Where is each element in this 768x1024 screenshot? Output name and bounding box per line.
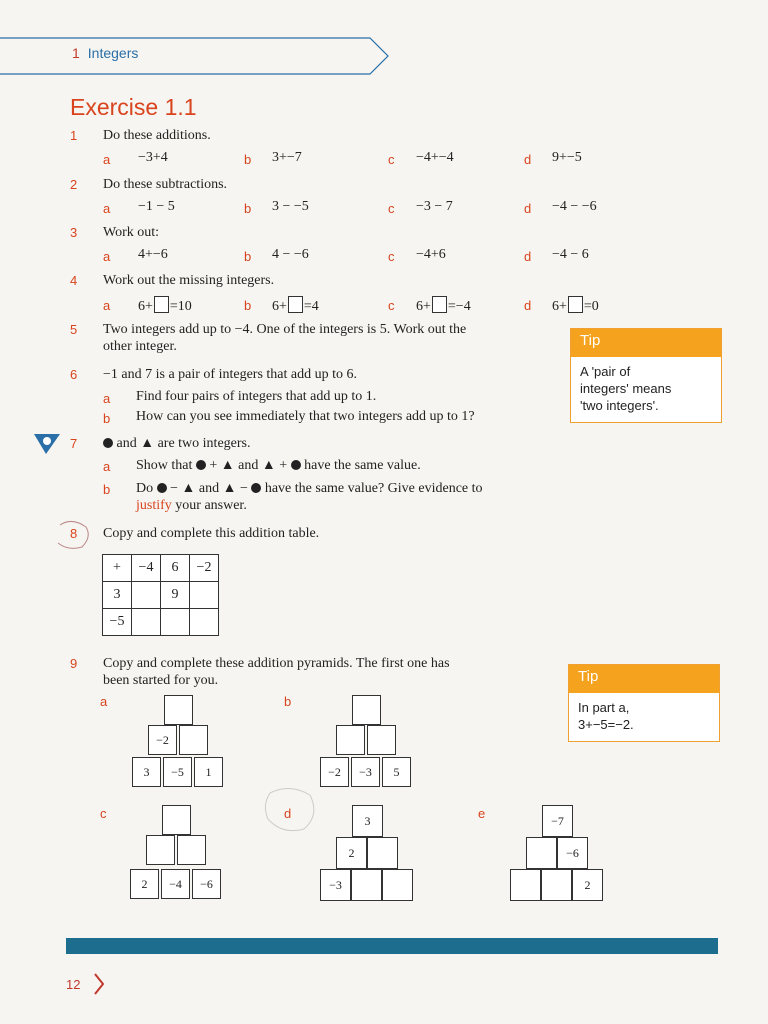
- part-label: a: [103, 298, 111, 313]
- question-number: 2: [70, 177, 78, 192]
- table-cell: −5: [103, 609, 132, 636]
- part-label: a: [103, 201, 111, 216]
- equation-prefix: 6+: [552, 299, 567, 314]
- chevron-right-icon: [92, 972, 106, 996]
- part-equation: [416, 296, 471, 315]
- footer-bar: [66, 938, 718, 954]
- tip-line: integers' means: [580, 381, 672, 396]
- key-word-justify: justify: [136, 498, 172, 513]
- part-equation: [552, 296, 599, 315]
- chapter-header: [0, 36, 400, 76]
- part-label: c: [388, 298, 395, 313]
- text-fragment: Show that: [136, 458, 193, 473]
- part-label: d: [524, 152, 532, 167]
- tip-body: [569, 693, 719, 741]
- part-expression: −3 − 7: [416, 199, 453, 214]
- question-number: 4: [70, 273, 78, 288]
- part-expression: 3 − −5: [272, 199, 309, 214]
- part-label: b: [244, 201, 252, 216]
- part-label: b: [103, 411, 111, 426]
- part-label: a: [103, 152, 111, 167]
- pyramid-cell: [162, 805, 191, 835]
- tip-line: In part a,: [578, 700, 630, 715]
- part-label: b: [103, 482, 111, 497]
- answer-box: [568, 296, 583, 313]
- part-label: c: [388, 152, 395, 167]
- part-label: a: [100, 694, 108, 709]
- table-cell: [161, 609, 190, 636]
- equation-suffix: =10: [169, 299, 192, 314]
- answer-box: [432, 296, 447, 313]
- question-number: 5: [70, 322, 78, 337]
- table-cell: +: [103, 555, 132, 582]
- equation-suffix: =4: [303, 299, 319, 314]
- table-cell: 9: [161, 582, 190, 609]
- question-text: [103, 655, 450, 689]
- part-label: c: [100, 806, 107, 821]
- part-label: d: [524, 201, 532, 216]
- addition-table: [102, 554, 219, 636]
- addition-pyramid-b: [320, 695, 414, 789]
- table-row: [103, 555, 219, 582]
- pyramid-cell: [352, 695, 381, 725]
- part-label: b: [244, 249, 252, 264]
- pyramid-cell: [382, 869, 413, 901]
- tip-box: [568, 664, 720, 742]
- pyramid-cell: 5: [382, 757, 411, 787]
- question-text: [103, 435, 250, 452]
- tip-line: A 'pair of: [580, 364, 631, 379]
- table-cell: [190, 609, 219, 636]
- part-text: Find four pairs of integers that add up to 1.: [136, 389, 377, 404]
- tip-box: [570, 328, 722, 423]
- part-label: c: [388, 249, 395, 264]
- part-label: e: [478, 806, 486, 821]
- part-equation: [138, 296, 192, 315]
- part-label: a: [103, 391, 111, 406]
- pyramid-cell: [351, 869, 382, 901]
- question-number: 3: [70, 225, 78, 240]
- pyramid-cell: 2: [130, 869, 159, 899]
- tip-line: 'two integers'.: [580, 398, 659, 413]
- part-expression: 3+−7: [272, 150, 302, 165]
- question-text: [103, 321, 466, 355]
- circle-symbol-icon: [157, 483, 167, 493]
- part-label: a: [103, 249, 111, 264]
- chapter-name: Integers: [87, 45, 139, 61]
- challenge-marker-icon: [32, 430, 62, 456]
- header-arrow-shape: [0, 36, 400, 76]
- part-label: b: [244, 152, 252, 167]
- chapter-title: [72, 45, 138, 61]
- pyramid-cell: −6: [192, 869, 221, 899]
- equation-suffix: =0: [583, 299, 599, 314]
- part-text: [136, 481, 483, 497]
- part-expression: −3+4: [138, 150, 168, 165]
- addition-pyramid-d: [320, 805, 416, 901]
- table-cell: [190, 582, 219, 609]
- part-expression: −4 − −6: [552, 199, 597, 214]
- question-number: 6: [70, 367, 78, 382]
- question-number: 9: [70, 656, 78, 671]
- answer-box: [154, 296, 169, 313]
- part-text: How can you see immediately that two integers add up to 1?: [136, 409, 475, 424]
- pyramid-cell: [526, 837, 557, 869]
- pyramid-cell: 2: [572, 869, 603, 901]
- part-expression: −4 − 6: [552, 247, 589, 262]
- tip-line: 3+−5=−2.: [578, 717, 634, 732]
- table-cell: −2: [190, 555, 219, 582]
- table-cell: 6: [161, 555, 190, 582]
- table-cell: 3: [103, 582, 132, 609]
- pyramid-cell: −3: [351, 757, 380, 787]
- answer-box: [288, 296, 303, 313]
- pyramid-cell: 3: [132, 757, 161, 787]
- tip-title: Tip: [571, 329, 721, 357]
- table-row: [103, 609, 219, 636]
- circle-symbol-icon: [251, 483, 261, 493]
- part-label: b: [284, 694, 292, 709]
- question-text: −1 and 7 is a pair of integers that add up to 6.: [103, 367, 358, 382]
- circle-symbol-icon: [196, 460, 206, 470]
- text-fragment: and ▲ are two integers.: [116, 436, 251, 451]
- table-cell: [132, 609, 161, 636]
- circle-symbol-icon: [103, 438, 113, 448]
- pyramid-cell: −5: [163, 757, 192, 787]
- table-cell: [132, 582, 161, 609]
- pyramid-cell: [367, 837, 398, 869]
- question-number: 8: [70, 526, 78, 541]
- pyramid-cell: −6: [557, 837, 588, 869]
- text-line: Copy and complete these addition pyramids. The first one has: [103, 656, 450, 671]
- part-label: d: [524, 249, 532, 264]
- part-expression: 4+−6: [138, 247, 168, 262]
- text-line: been started for you.: [103, 673, 219, 688]
- part-label: d: [524, 298, 532, 313]
- pyramid-cell: [164, 695, 193, 725]
- text-fragment: have the same value.: [304, 458, 421, 473]
- pyramid-cell: −4: [161, 869, 190, 899]
- part-label: a: [103, 459, 111, 474]
- pyramid-cell: [367, 725, 396, 755]
- part-expression: 4 − −6: [272, 247, 309, 262]
- pyramid-cell: −3: [320, 869, 351, 901]
- part-label: d: [284, 806, 292, 821]
- part-text: [136, 458, 421, 474]
- part-text-continued: [136, 498, 247, 514]
- pyramid-cell: −2: [148, 725, 177, 755]
- pyramid-cell: [510, 869, 541, 901]
- addition-pyramid-c: [130, 805, 224, 899]
- question-text: Work out:: [103, 225, 160, 240]
- question-text: Do these additions.: [103, 128, 211, 143]
- equation-suffix: =−4: [447, 299, 471, 314]
- addition-pyramid-a: [132, 695, 226, 789]
- pyramid-cell: −7: [542, 805, 573, 837]
- question-text: Work out the missing integers.: [103, 273, 275, 288]
- text-fragment: Do: [136, 481, 154, 496]
- question-number: 7: [70, 436, 78, 451]
- equation-prefix: 6+: [272, 299, 287, 314]
- chapter-number: 1: [72, 45, 80, 61]
- pyramid-cell: [177, 835, 206, 865]
- part-expression: 9+−5: [552, 150, 582, 165]
- part-expression: −4+6: [416, 247, 446, 262]
- text-line: other integer.: [103, 339, 177, 354]
- text-fragment: your answer.: [175, 498, 247, 513]
- pyramid-cell: 3: [352, 805, 383, 837]
- text-line: Two integers add up to −4. One of the integers is 5. Work out the: [103, 322, 467, 337]
- text-fragment: have the same value? Give evidence to: [264, 481, 483, 496]
- text-fragment: + ▲ and ▲ +: [209, 458, 288, 473]
- pyramid-cell: 1: [194, 757, 223, 787]
- table-row: [103, 582, 219, 609]
- pyramid-cell: [541, 869, 572, 901]
- pyramid-cell: [179, 725, 208, 755]
- addition-pyramid-e: [510, 805, 606, 901]
- part-expression: −1 − 5: [138, 199, 175, 214]
- part-expression: −4+−4: [416, 150, 454, 165]
- pyramid-cell: −2: [320, 757, 349, 787]
- pyramid-cell: [146, 835, 175, 865]
- pyramid-cell: [336, 725, 365, 755]
- tip-title: Tip: [569, 665, 719, 693]
- tip-body: [571, 357, 721, 422]
- question-text: Do these subtractions.: [103, 177, 228, 192]
- circle-symbol-icon: [291, 460, 301, 470]
- question-number: 1: [70, 128, 78, 143]
- pyramid-cell: 2: [336, 837, 367, 869]
- question-text: Copy and complete this addition table.: [103, 526, 320, 541]
- table-cell: −4: [132, 555, 161, 582]
- page-number: 12: [66, 977, 81, 992]
- text-fragment: − ▲ and ▲ −: [170, 481, 248, 496]
- equation-prefix: 6+: [138, 299, 153, 314]
- part-label: c: [388, 201, 395, 216]
- part-label: b: [244, 298, 252, 313]
- exercise-title: Exercise 1.1: [70, 94, 197, 120]
- part-equation: [272, 296, 319, 315]
- equation-prefix: 6+: [416, 299, 431, 314]
